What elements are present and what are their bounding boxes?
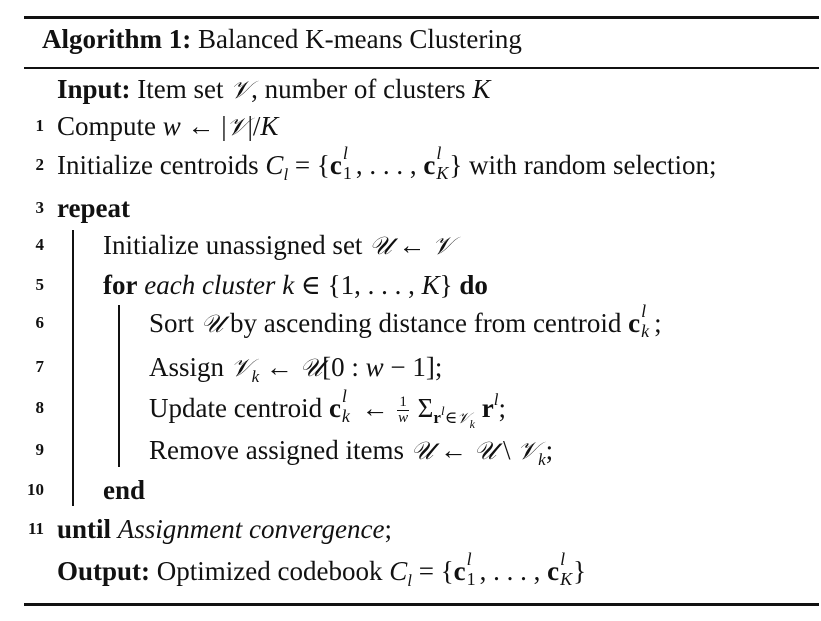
bottom-rule	[24, 603, 819, 606]
algorithm-title: Balanced K-means Clustering	[197, 24, 522, 54]
input-content: Input: Item set 𝒱, number of clusters K	[57, 74, 491, 104]
line-content: Initialize centroids $C_l = \{c$ l 1 , . . . , c l K } with random selection;	[57, 142, 717, 185]
line-content: Remove assigned items 𝒰 ← 𝒰 \ 𝒱$_k$;	[149, 435, 554, 470]
line-content: repeat	[57, 193, 130, 223]
line-number: 8	[35, 398, 44, 417]
top-rule	[24, 16, 819, 19]
line-number: 6	[35, 313, 44, 332]
line-content: Assign 𝒱$_k$ ← 𝒰[0 : w − 1];	[149, 352, 443, 387]
algorithm-caption	[42, 24, 522, 55]
line-number: 7	[35, 357, 44, 376]
algorithm-label: Algorithm 1:	[42, 24, 192, 54]
line-number: 5	[35, 275, 44, 294]
line-number: 11	[27, 519, 44, 538]
caption-rule	[24, 67, 819, 69]
line-content: Sort 𝒰 by ascending distance from centroid c l k ;	[149, 300, 662, 341]
line-number: 2	[35, 155, 44, 174]
input-label: Input:	[57, 74, 131, 104]
line-content: Update centroid c l k ← $\frac{1}{w}$ $\Sigma_{r^l\in 𝒱_k}$ $r^l$;	[149, 385, 506, 431]
repeat-block-bar	[72, 230, 74, 506]
output-label: Output:	[57, 556, 151, 586]
line-number: 4	[35, 235, 44, 254]
line-number: 10	[27, 480, 44, 499]
line-content: Compute w ← |𝒱|/K	[57, 111, 279, 141]
line-content: for each cluster k ∈ {1, . . . , K} do	[103, 270, 488, 300]
line-number: 9	[35, 440, 44, 459]
for-block-bar	[118, 305, 120, 467]
line-number: 1	[35, 116, 44, 135]
line-number: 3	[35, 198, 44, 217]
line-content: end	[103, 475, 146, 505]
line-content: Initialize unassigned set 𝒰 ← 𝒱	[103, 230, 454, 260]
line-content: until Assignment convergence;	[57, 514, 392, 544]
output-content: Output: Optimized codebook $C_l = \{c$ l 1 , . . . , c l K }	[57, 548, 587, 591]
